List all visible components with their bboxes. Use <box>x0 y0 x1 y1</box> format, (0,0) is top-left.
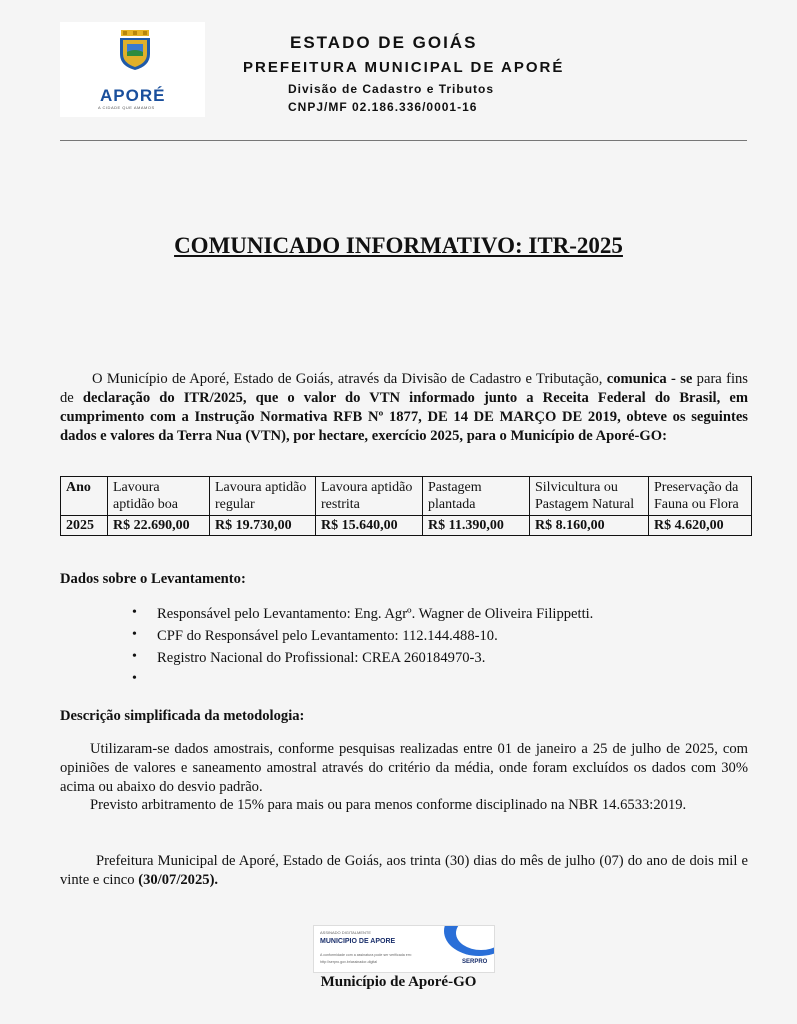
intro-paragraph <box>60 370 748 446</box>
value-cell-silviculture: R$ 8.160,00 <box>530 516 649 536</box>
value-cell-year: 2025 <box>61 516 108 536</box>
intro-bold-1: comunica - se <box>606 371 693 387</box>
vtn-table <box>60 476 752 536</box>
list-item <box>118 672 593 694</box>
stamp-signer-name: MUNICIPIO DE APORE <box>320 938 396 945</box>
header-divider <box>60 140 747 141</box>
coat-of-arms-icon <box>118 30 152 70</box>
list-item: • Registro Nacional do Profissional: CREA 260184970-3. <box>118 650 593 672</box>
value-cell-good-crop: R$ 22.690,00 <box>108 516 210 536</box>
methodology-paragraph <box>60 740 748 797</box>
list-item: • CPF do Responsável pelo Levantamento: 112.144.488-10. <box>118 628 593 650</box>
header-state: ESTADO DE GOIÁS <box>290 33 478 52</box>
signature-name: Município de Aporé-GO <box>320 974 477 990</box>
intro-text-1: O Município de Aporé, Estado de Goiás, através da Divisão de Cadastro e Tributação, <box>92 371 607 387</box>
header-cell-restricted-crop: Lavoura aptidão restrita <box>316 477 423 516</box>
arbitration-paragraph: Previsto arbitramento de 15% para mais ou para menos conforme disciplinado na NBR 14.6533:2019. <box>90 797 687 813</box>
survey-heading: Dados sobre o Levantamento: <box>60 571 246 587</box>
header-cell-year: Ano <box>61 477 108 516</box>
intro-text-2: para fins de <box>60 371 748 406</box>
municipality-logo <box>60 22 205 117</box>
header-cell-preservation: Preservação da Fauna ou Flora <box>649 477 752 516</box>
methodology-text: Utilizaram-se dados amostrais, conforme pesquisas realizadas entre 01 de janeiro a 25 de julho de 2025, com opiniões de valores e saneamento amostral através do critério da média, onde foram excluídos os dados com 30% acima ou abaixo do desvio padrão. <box>60 741 748 795</box>
header-cell-planted-pasture: Pastagem plantada <box>423 477 530 516</box>
header-division: Divisão de Cadastro e Tributos <box>288 82 495 96</box>
value-cell-preservation: R$ 4.620,00 <box>649 516 752 536</box>
logo-tagline: A CIDADE QUE AMAMOS <box>98 105 155 110</box>
intro-bold-2: declaração do ITR/2025, que o valor do VTN informado junto a Receita Federal do Brasil, em cumprimento com a Instrução Normativa RFB Nº 1877, DE 14 DE MARÇO DE 2019, obteve os seguintes dados e valores da Terra Nua (VTN), por hectare, exercício 2025, para o Município de Aporé-GO: <box>60 390 748 444</box>
table-row <box>61 516 752 536</box>
methodology-heading: Descrição simplificada da metodologia: <box>60 708 305 724</box>
header-cell-good-crop: Lavoura aptidão boa <box>108 477 210 516</box>
stamp-note: A conformidade com a assinatura pode ser verificada em: <box>320 953 412 957</box>
closing-text: Prefeitura Municipal de Aporé, Estado de Goiás, aos trinta (30) dias do mês de julho (07) do ano de dois mil e vinte e cinco <box>60 853 748 888</box>
stamp-url: http://serpro.gov.br/assinador-digital <box>320 960 378 964</box>
digital-signature-stamp <box>313 925 495 973</box>
logo-wordmark: APORÉ <box>100 86 166 105</box>
closing-paragraph <box>60 852 748 890</box>
stamp-label: ASSINADO DIGITALMENTE <box>320 930 372 935</box>
header-cnpj: CNPJ/MF 02.186.336/0001-16 <box>288 100 478 114</box>
header-cell-regular-crop: Lavoura aptidão regular <box>210 477 316 516</box>
header-city-hall: PREFEITURA MUNICIPAL DE APORÉ <box>243 59 565 76</box>
document-title: COMUNICADO INFORMATIVO: ITR-2025 <box>174 233 623 258</box>
list-item: • Responsável pelo Levantamento: Eng. Agrº. Wagner de Oliveira Filippetti. <box>118 606 593 628</box>
value-cell-regular-crop: R$ 19.730,00 <box>210 516 316 536</box>
closing-date: (30/07/2025). <box>138 872 219 888</box>
value-cell-planted-pasture: R$ 11.390,00 <box>423 516 530 536</box>
survey-list <box>118 606 593 694</box>
serpro-brand: SERPRO <box>462 959 488 965</box>
header-cell-silviculture: Silvicultura ou Pastagem Natural <box>530 477 649 516</box>
table-header-row <box>61 477 752 516</box>
value-cell-restricted-crop: R$ 15.640,00 <box>316 516 423 536</box>
